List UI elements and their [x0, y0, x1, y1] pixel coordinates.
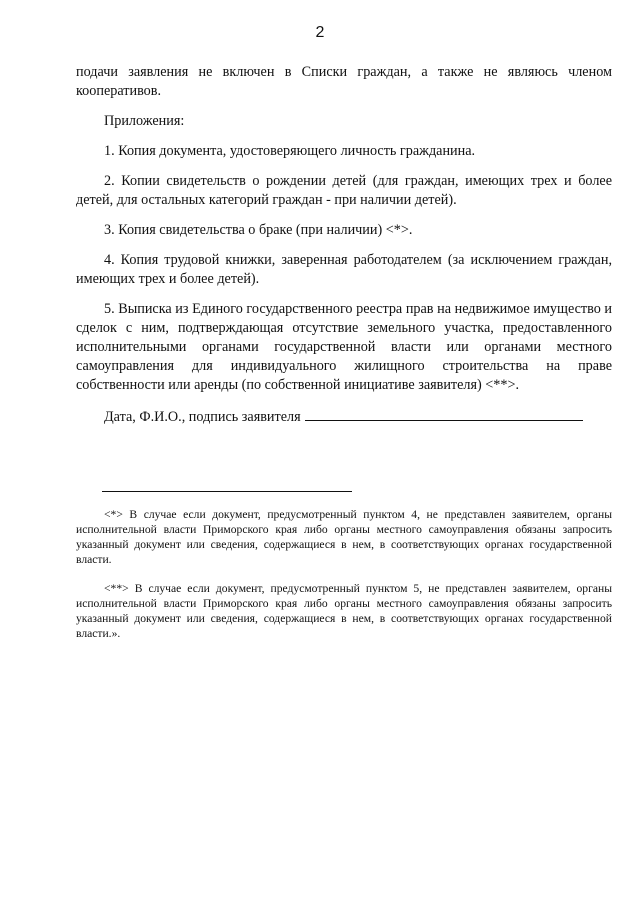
attachment-item-5: 5. Выписка из Единого государственного реестра прав на недвижимое имущество и сделок с ним, подтверждающая отсутствие земельного участка, предоставленного исполнительными органами государственной власти или органами местного самоуправления для индивидуального жилищного строительства на праве собственности или аренды (по собственной инициативе заявителя) <**>. — [76, 301, 612, 393]
attachment-item-1: 1. Копия документа, удостоверяющего личность гражданина. — [104, 143, 476, 159]
footnote-divider — [102, 491, 352, 492]
document-body — [76, 63, 612, 427]
attachment-item-4: 4. Копия трудовой книжки, заверенная работодателем (за исключением граждан, имеющих трех и более детей). — [76, 252, 612, 287]
page-number: 2 — [315, 24, 325, 41]
footnotes — [76, 507, 612, 641]
attachments-heading: Приложения: — [104, 113, 185, 129]
signature-line — [305, 406, 583, 421]
signature-label: Дата, Ф.И.О., подпись заявителя — [104, 409, 301, 425]
signature-row — [76, 406, 612, 427]
footnote-2: <**> В случае если документ, предусмотренный пунктом 5, не представлен заявителем, органы исполнительной власти Приморского края либо органы местного самоуправления обязаны запросить указанный документ или сведения, содержащиеся в нем, в соответствующих органах государственной власти.». — [76, 582, 612, 640]
footnote-1: <*> В случае если документ, предусмотренный пунктом 4, не представлен заявителем, органы исполнительной власти Приморского края либо органы местного самоуправления обязаны запросить указанный документ или сведения, содержащиеся в нем, в соответствующих органах государственной власти. — [76, 508, 612, 566]
continuation-paragraph: подачи заявления не включен в Списки граждан, а также не являюсь членом кооперативов. — [76, 64, 612, 99]
attachment-item-3: 3. Копия свидетельства о браке (при наличии) <*>. — [104, 222, 413, 238]
attachment-item-2: 2. Копии свидетельств о рождении детей (для граждан, имеющих трех и более детей, для остальных категорий граждан - при наличии детей). — [76, 173, 612, 208]
